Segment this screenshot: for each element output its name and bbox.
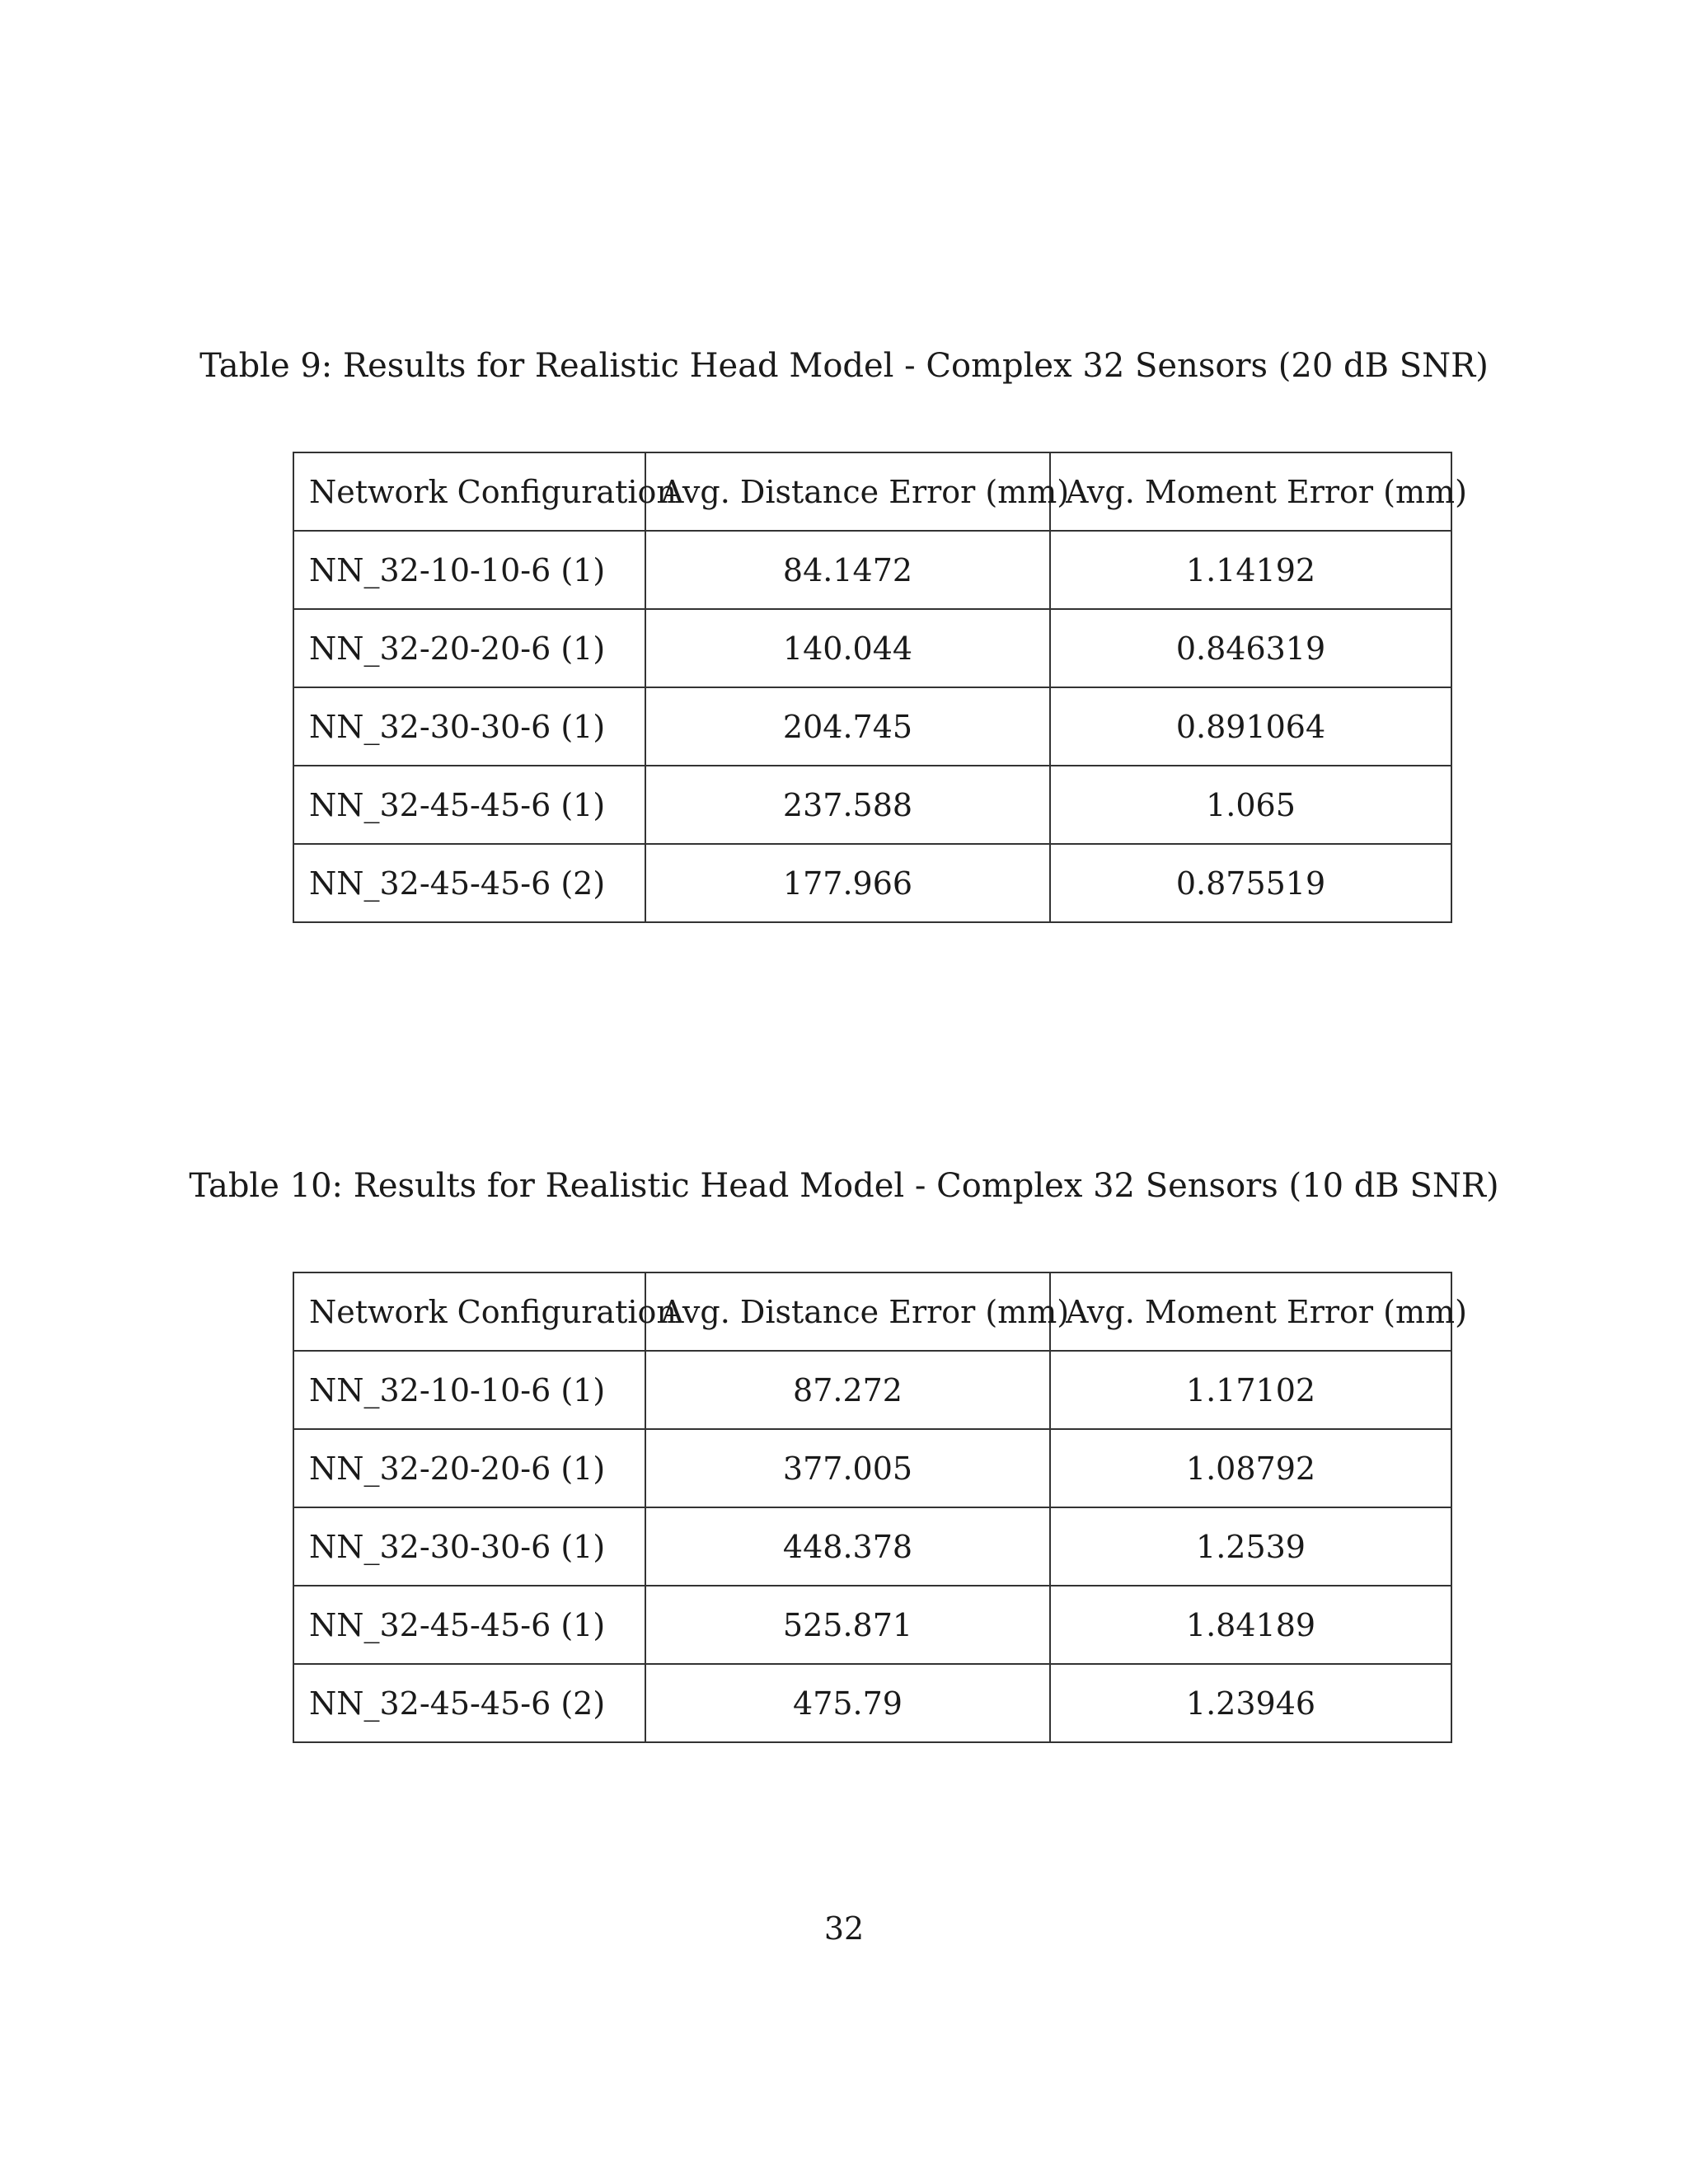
header-avg-moment-error: Avg. Moment Error (mm) <box>1050 1272 1451 1351</box>
network-configuration-cell: NN_32-45-45-6 (1) <box>293 1586 645 1664</box>
header-avg-distance-error: Avg. Distance Error (mm) <box>645 1272 1050 1351</box>
distance-error-cell: 377.005 <box>645 1429 1050 1507</box>
table-row <box>293 609 1451 687</box>
table-row <box>293 1507 1451 1586</box>
table-header-row <box>293 1272 1451 1351</box>
table-10 <box>293 1272 1467 1743</box>
header-avg-distance-error: Avg. Distance Error (mm) <box>645 452 1050 531</box>
moment-error-cell: 1.08792 <box>1050 1429 1451 1507</box>
distance-error-cell: 237.588 <box>645 766 1050 844</box>
table-header-row <box>293 452 1451 531</box>
network-configuration-cell: NN_32-20-20-6 (1) <box>293 1429 645 1507</box>
moment-error-cell: 1.17102 <box>1050 1351 1451 1429</box>
table-row <box>293 1429 1451 1507</box>
network-configuration-cell: NN_32-45-45-6 (1) <box>293 766 645 844</box>
table-row <box>293 844 1451 922</box>
moment-error-cell: 1.065 <box>1050 766 1451 844</box>
moment-error-cell: 1.14192 <box>1050 531 1451 609</box>
table-row <box>293 531 1451 609</box>
network-configuration-cell: NN_32-45-45-6 (2) <box>293 844 645 922</box>
moment-error-cell: 1.84189 <box>1050 1586 1451 1664</box>
distance-error-cell: 84.1472 <box>645 531 1050 609</box>
table-row <box>293 1586 1451 1664</box>
header-avg-moment-error: Avg. Moment Error (mm) <box>1050 452 1451 531</box>
table-row <box>293 1351 1451 1429</box>
table-row <box>293 766 1451 844</box>
table-row <box>293 1664 1451 1742</box>
network-configuration-cell: NN_32-10-10-6 (1) <box>293 1351 645 1429</box>
page-number: 32 <box>823 1910 865 1947</box>
header-network-configuration: Network Configuration <box>293 1272 645 1351</box>
moment-error-cell: 1.23946 <box>1050 1664 1451 1742</box>
network-configuration-cell: NN_32-30-30-6 (1) <box>293 687 645 766</box>
table-row <box>293 687 1451 766</box>
moment-error-cell: 0.875519 <box>1050 844 1451 922</box>
distance-error-cell: 475.79 <box>645 1664 1050 1742</box>
network-configuration-cell: NN_32-20-20-6 (1) <box>293 609 645 687</box>
moment-error-cell: 0.846319 <box>1050 609 1451 687</box>
distance-error-cell: 204.745 <box>645 687 1050 766</box>
network-configuration-cell: NN_32-10-10-6 (1) <box>293 531 645 609</box>
distance-error-cell: 177.966 <box>645 844 1050 922</box>
distance-error-cell: 448.378 <box>645 1507 1050 1586</box>
table-9 <box>293 452 1467 923</box>
table-10-caption: Table 10: Results for Realistic Head Model - Complex 32 Sensors (10 dB SNR) <box>189 1167 1499 1205</box>
distance-error-cell: 87.272 <box>645 1351 1050 1429</box>
header-network-configuration: Network Configuration <box>293 452 645 531</box>
distance-error-cell: 140.044 <box>645 609 1050 687</box>
table-9-caption: Table 9: Results for Realistic Head Model - Complex 32 Sensors (20 dB SNR) <box>199 347 1489 385</box>
distance-error-cell: 525.871 <box>645 1586 1050 1664</box>
moment-error-cell: 0.891064 <box>1050 687 1451 766</box>
network-configuration-cell: NN_32-30-30-6 (1) <box>293 1507 645 1586</box>
moment-error-cell: 1.2539 <box>1050 1507 1451 1586</box>
network-configuration-cell: NN_32-45-45-6 (2) <box>293 1664 645 1742</box>
